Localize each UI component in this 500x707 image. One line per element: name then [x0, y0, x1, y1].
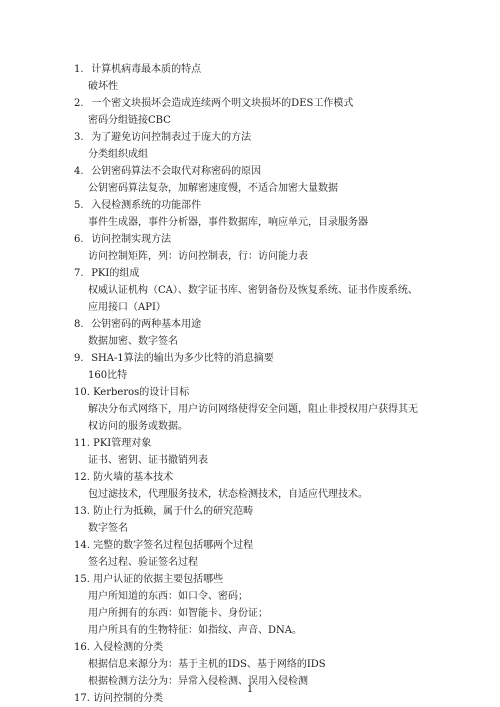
question-text: PKI管理对象: [93, 438, 152, 449]
question-line: [74, 265, 454, 282]
question-line: [74, 435, 454, 452]
question-text: 完整的数字签名过程包括哪两个过程: [93, 540, 254, 551]
question-text: 访问控制的分类: [93, 693, 164, 704]
question-text: 一个密文块损坏会造成连续两个明文块损坏的DES工作模式: [91, 98, 354, 109]
qa-item: [74, 61, 454, 95]
qa-item: [74, 350, 454, 384]
answer-line: 根据信息来源分为：基于主机的IDS、基于网络的IDS: [88, 659, 326, 670]
answer-line: 公钥密码算法复杂，加解密速度慢，不适合加密大量数据: [88, 183, 338, 194]
answer-line: 用户所知道的东西：如口令、密码；: [88, 591, 248, 602]
answer-line: 密码分组链接CBC: [88, 115, 171, 126]
answer-line: 用户所拥有的东西：如智能卡、身份证；: [88, 608, 268, 619]
question-number: 14.: [74, 540, 90, 551]
answer-line: 包过滤技术，代理服务技术，状态检测技术，自适应代理技术。: [88, 489, 368, 500]
answer-line: 权访问的服务或数据。: [88, 421, 188, 432]
qa-item: [74, 129, 454, 163]
answer-line: 分类组织成组: [88, 149, 148, 160]
question-number: 13.: [74, 506, 90, 517]
question-number: 5.: [74, 200, 84, 211]
answer-line: 数字签名: [88, 523, 128, 534]
question-line: [74, 129, 454, 146]
answer-line: 应用接口（API）: [88, 302, 166, 313]
question-line: [74, 384, 454, 401]
qa-item: [74, 537, 454, 571]
question-line: [74, 95, 454, 112]
question-text: 公钥密码的两种基本用途: [91, 319, 202, 330]
question-number: 1.: [74, 64, 84, 75]
question-line: [74, 231, 454, 248]
question-text: Kerberos的设计目标: [93, 387, 190, 398]
answer-line: 破坏性: [88, 81, 118, 92]
question-number: 15.: [74, 574, 90, 585]
qa-item: [74, 231, 454, 265]
answer-line: 签名过程、验证签名过程: [88, 557, 198, 568]
qa-item: [74, 639, 454, 690]
question-line: [74, 163, 454, 180]
question-text: 入侵检测系统的功能部件: [91, 200, 202, 211]
question-number: 12.: [74, 472, 90, 483]
answer-line: 160比特: [88, 370, 128, 381]
qa-item: [74, 469, 454, 503]
question-text: PKI的组成: [91, 268, 140, 279]
question-line: [74, 639, 454, 656]
qa-item: [74, 503, 454, 537]
question-number: 7.: [74, 268, 84, 279]
question-number: 11.: [74, 438, 90, 449]
qa-item: [74, 265, 454, 316]
qa-item: [74, 163, 454, 197]
question-text: SHA-1算法的输出为多少比特的消息摘要: [91, 353, 274, 364]
question-line: [74, 350, 454, 367]
question-text: 防火墙的基本技术: [93, 472, 174, 483]
question-line: [74, 61, 454, 78]
question-line: [74, 503, 454, 520]
question-number: 10.: [74, 387, 90, 398]
question-line: [74, 469, 454, 486]
qa-item: [74, 571, 454, 639]
question-number: 3.: [74, 132, 84, 143]
answer-line: 数据加密、数字签名: [88, 336, 178, 347]
answer-line: 解决分布式网络下，用户访问网络使得安全问题，阻止非授权用户获得其无: [88, 404, 418, 415]
question-number: 8.: [74, 319, 84, 330]
answer-line: 权威认证机构（CA）、数字证书库、密钥备份及恢复系统、证书作废系统、: [88, 285, 418, 296]
page-number: 1: [246, 684, 254, 695]
question-text: 入侵检测的分类: [93, 642, 164, 653]
qa-item: [74, 197, 454, 231]
question-line: [74, 316, 454, 333]
qa-item: [74, 435, 454, 469]
question-text: 用户认证的依据主要包括哪些: [93, 574, 224, 585]
qa-item: [74, 316, 454, 350]
question-line: [74, 537, 454, 554]
question-text: 计算机病毒最本质的特点: [91, 64, 202, 75]
question-text: 为了避免访问控制表过于庞大的方法: [91, 132, 252, 143]
answer-line: 证书、密钥、证书撤销列表: [88, 455, 208, 466]
question-text: 公钥密码算法不会取代对称密码的原因: [91, 166, 262, 177]
question-line: [74, 571, 454, 588]
question-number: 17.: [74, 693, 90, 704]
question-text: 访问控制实现方法: [91, 234, 172, 245]
qa-item: [74, 384, 454, 435]
qa-item: [74, 95, 454, 129]
question-text: 防止行为抵赖，属于什么的研究范畴: [93, 506, 254, 517]
question-number: 9.: [74, 353, 84, 364]
qa-list: [74, 61, 454, 707]
answer-line: 用户所具有的生物特征：如指纹、声音、DNA。: [88, 625, 302, 636]
question-number: 2.: [74, 98, 84, 109]
question-line: [74, 197, 454, 214]
answer-line: 访问控制矩阵，列：访问控制表，行：访问能力表: [88, 251, 308, 262]
answer-line: 根据检测方法分为：异常入侵检测、误用入侵检测: [88, 676, 308, 687]
question-number: 6.: [74, 234, 84, 245]
question-number: 16.: [74, 642, 90, 653]
answer-line: 事件生成器，事件分析器，事件数据库，响应单元，目录服务器: [88, 217, 368, 228]
question-number: 4.: [74, 166, 84, 177]
